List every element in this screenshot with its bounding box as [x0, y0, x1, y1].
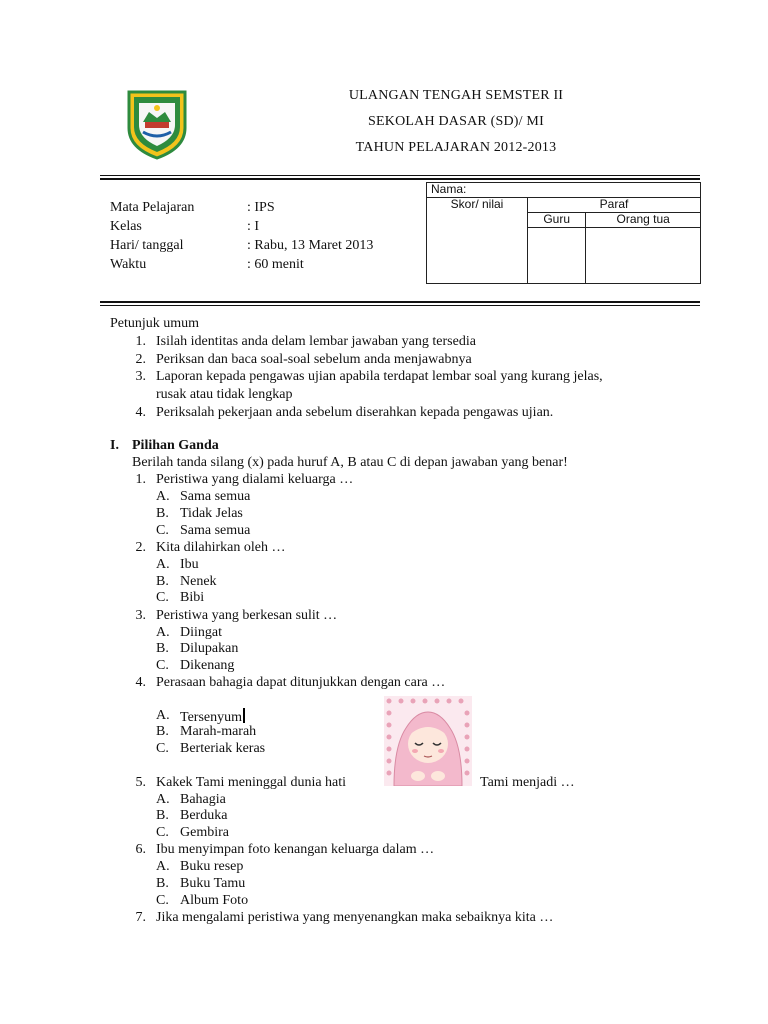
question-text: Kita dilahirkan oleh …	[156, 540, 286, 555]
option-text: Nenek	[180, 574, 217, 589]
option-text: Berduka	[180, 808, 228, 823]
header-divider	[100, 175, 700, 176]
instruction-number: 4.	[135, 405, 146, 420]
info-label-class: Kelas	[110, 219, 142, 234]
score-cell[interactable]	[427, 198, 528, 284]
option-letter[interactable]: B.	[156, 641, 169, 656]
option-letter[interactable]: B.	[156, 724, 169, 739]
option-letter[interactable]: A.	[156, 625, 170, 640]
instructions-title: Petunjuk umum	[110, 316, 200, 331]
exam-title: ULANGAN TENGAH SEMSTER II	[348, 88, 564, 103]
question-text: Kakek Tami meninggal dunia hati	[156, 775, 347, 790]
info-divider	[100, 305, 700, 306]
instruction-number: 2.	[135, 352, 146, 367]
option-letter[interactable]: A.	[156, 792, 170, 807]
option-text: Buku Tamu	[180, 876, 246, 891]
parent-header: Orang tua	[586, 213, 701, 228]
score-label: Skor/ nilai	[450, 197, 504, 211]
question-text: Jika mengalami peristiwa yang menyenangkan maka sebaiknya kita …	[156, 910, 554, 925]
question-text: Perasaan bahagia dapat ditunjukkan dengan cara …	[156, 675, 446, 690]
option-letter[interactable]: B.	[156, 506, 169, 521]
option-text: Bahagia	[180, 792, 226, 807]
info-divider-thick	[100, 301, 700, 303]
option-text: Dilupakan	[180, 641, 239, 656]
option-letter[interactable]: B.	[156, 876, 169, 891]
option-letter[interactable]: C.	[156, 658, 169, 673]
section-number: I.	[110, 438, 119, 453]
instruction-item-continued: rusak atau tidak lengkap	[156, 387, 293, 402]
info-value-subject: : IPS	[247, 200, 275, 215]
option-letter[interactable]: A.	[156, 859, 170, 874]
question-number: 2.	[135, 540, 146, 555]
option-letter[interactable]: C.	[156, 523, 169, 538]
option-letter[interactable]: B.	[156, 808, 169, 823]
option-text: Sama semua	[180, 523, 251, 538]
option-text: Sama semua	[180, 489, 251, 504]
option-text: Diingat	[180, 625, 222, 640]
teacher-header: Guru	[528, 213, 586, 228]
text-cursor	[243, 708, 245, 723]
instruction-number: 1.	[135, 334, 146, 349]
option-text: Tidak Jelas	[180, 506, 243, 521]
option-letter[interactable]: C.	[156, 590, 169, 605]
instruction-item: Periksalah pekerjaan anda sebelum diserahkan kepada pengawas ujian.	[156, 405, 554, 420]
info-value-date: : Rabu, 13 Maret 2013	[247, 238, 374, 253]
info-label-date: Hari/ tanggal	[110, 238, 184, 253]
section-title: Pilihan Ganda	[132, 438, 219, 453]
question-number: 3.	[135, 608, 146, 623]
academic-year: TAHUN PELAJARAN 2012-2013	[355, 140, 557, 155]
instruction-item: Periksan dan baca soal-soal sebelum anda menjawabnya	[156, 352, 472, 367]
option-text: Album Foto	[180, 893, 249, 908]
option-letter[interactable]: C.	[156, 825, 169, 840]
option-letter[interactable]: A.	[156, 708, 170, 723]
parent-signature-box[interactable]	[586, 228, 701, 284]
signature-header: Paraf	[528, 198, 701, 213]
instruction-number: 3.	[135, 369, 146, 384]
option-letter[interactable]: A.	[156, 557, 170, 572]
info-label-time: Waktu	[110, 257, 147, 272]
option-text: Buku resep	[180, 859, 244, 874]
option-text: Berteriak keras	[180, 741, 266, 756]
question-text: Ibu menyimpan foto kenangan keluarga dalam …	[156, 842, 435, 857]
question-text: Peristiwa yang dialami keluarga …	[156, 472, 354, 487]
sad-girl-hijab-illustration	[384, 696, 472, 786]
question-number: 7.	[135, 910, 146, 925]
school-level: SEKOLAH DASAR (SD)/ MI	[368, 114, 544, 129]
name-field[interactable]: Nama:	[427, 183, 701, 198]
question-text: Peristiwa yang berkesan sulit …	[156, 608, 338, 623]
option-text: Gembira	[180, 825, 229, 840]
question-number: 6.	[135, 842, 146, 857]
option-text: Marah-marah	[180, 724, 257, 739]
option-text: Ibu	[180, 557, 199, 572]
instruction-item: Isilah identitas anda delam lembar jawaban yang tersedia	[156, 334, 476, 349]
option-text: Bibi	[180, 590, 205, 605]
section-instruction: Berilah tanda silang (x) pada huruf A, B atau C di depan jawaban yang benar!	[132, 455, 568, 470]
school-emblem-logo	[125, 88, 189, 160]
question-number: 4.	[135, 675, 146, 690]
question-number: 1.	[135, 472, 146, 487]
option-letter[interactable]: C.	[156, 741, 169, 756]
option-letter[interactable]: C.	[156, 893, 169, 908]
teacher-signature-box[interactable]	[528, 228, 586, 284]
score-table	[426, 182, 701, 284]
instruction-item: Laporan kepada pengawas ujian apabila terdapat lembar soal yang kurang jelas,	[156, 369, 603, 384]
option-letter[interactable]: A.	[156, 489, 170, 504]
question-text-continued: Tami menjadi …	[480, 775, 575, 790]
info-value-class: : I	[247, 219, 260, 234]
info-label-subject: Mata Pelajaran	[110, 200, 195, 215]
header-divider-thick	[100, 178, 700, 180]
info-value-time: : 60 menit	[247, 257, 304, 272]
question-number: 5.	[135, 775, 146, 790]
option-text: Tersenyum	[180, 710, 243, 725]
option-letter[interactable]: B.	[156, 574, 169, 589]
option-text: Dikenang	[180, 658, 235, 673]
